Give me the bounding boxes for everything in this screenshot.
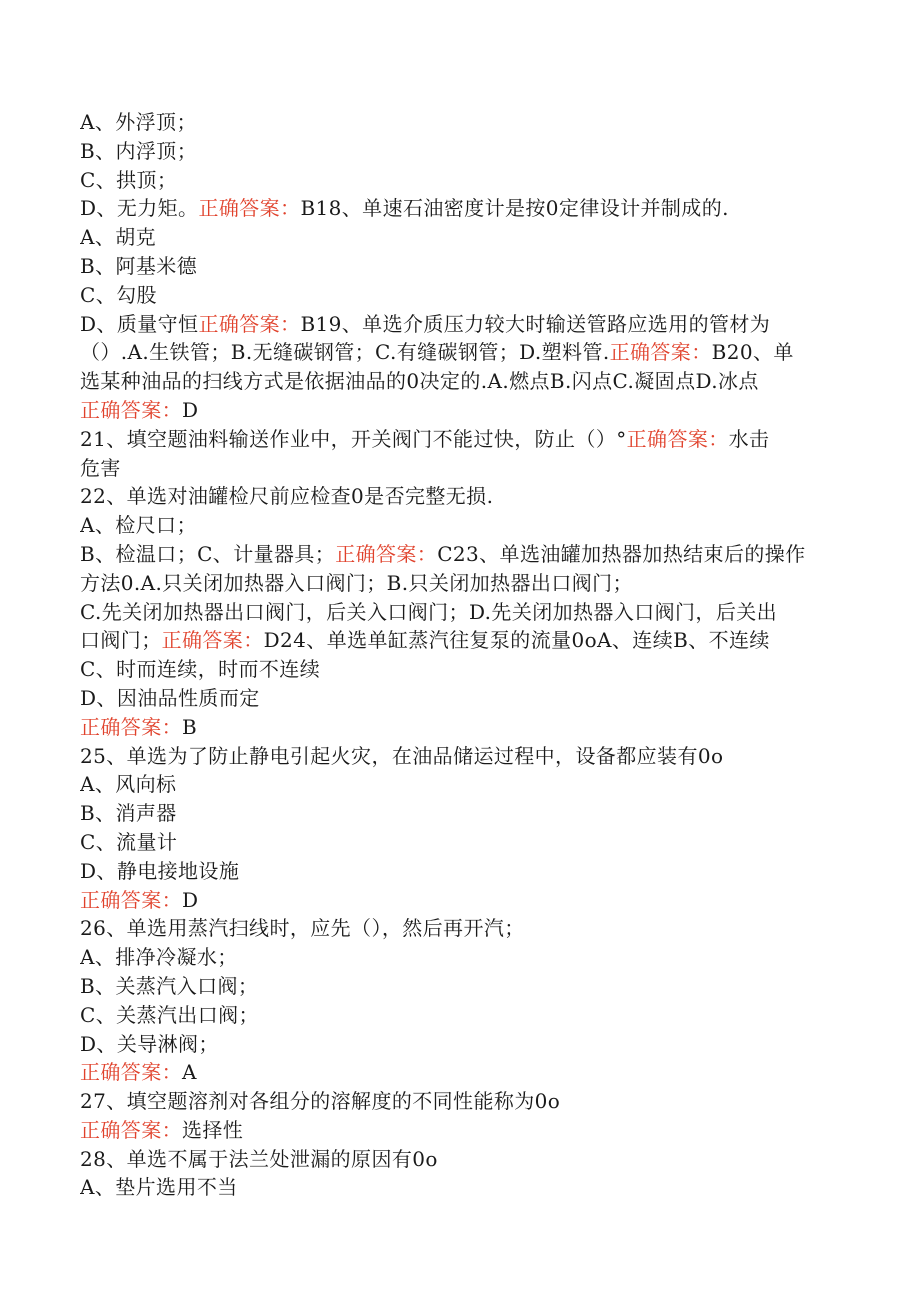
text-segment: D xyxy=(182,887,199,912)
text-segment: D、因油品性质而定 xyxy=(80,685,260,710)
answer-label: 正确答案： xyxy=(80,1060,182,1085)
text-line xyxy=(80,108,832,137)
text-segment: 21、填空题油料输送作业中，开关阀门不能过快，防止（）° xyxy=(80,426,627,451)
text-line xyxy=(80,598,832,627)
text-line xyxy=(80,684,832,713)
text-line xyxy=(80,338,832,367)
text-line xyxy=(80,655,832,684)
text-line xyxy=(80,1087,832,1116)
text-segment: C23、单选油罐加热器加热结束后的操作 xyxy=(437,541,806,566)
text-line xyxy=(80,828,832,857)
text-segment: C、勾股 xyxy=(80,282,157,307)
answer-label: 正确答案： xyxy=(80,714,182,739)
text-line xyxy=(80,367,832,396)
text-segment: 26、单选用蒸汽扫线时，应先（），然后再开汽； xyxy=(80,916,525,941)
text-segment: B19、单选介质压力较大时输送管路应选用的管材为 xyxy=(300,311,771,336)
text-line xyxy=(80,396,832,425)
text-segment: B、阿基米德 xyxy=(80,253,198,278)
text-line xyxy=(80,713,832,742)
text-segment: B、检温口；C、计量器具； xyxy=(80,541,336,566)
text-line xyxy=(80,454,832,483)
text-line xyxy=(80,1116,832,1145)
text-segment: B、关蒸汽入口阀； xyxy=(80,973,259,998)
document-page xyxy=(80,108,832,1202)
text-line xyxy=(80,1145,832,1174)
text-segment: D、无力矩。 xyxy=(80,196,199,221)
text-line xyxy=(80,886,832,915)
text-segment: C、时而连续，时而不连续 xyxy=(80,657,321,682)
text-segment: B20、单 xyxy=(711,340,794,365)
text-segment: A、外浮顶； xyxy=(80,110,197,134)
text-line xyxy=(80,223,832,252)
text-line xyxy=(80,626,832,655)
text-line xyxy=(80,482,832,511)
text-line xyxy=(80,972,832,1001)
text-line xyxy=(80,1173,832,1202)
text-line xyxy=(80,742,832,771)
text-line xyxy=(80,194,832,223)
text-line xyxy=(80,1030,832,1059)
text-line xyxy=(80,425,832,454)
text-segment: B、消声器 xyxy=(80,801,177,826)
text-segment: A xyxy=(182,1060,197,1085)
text-segment: 28、单选不属于法兰处泄漏的原因有0o xyxy=(80,1146,438,1171)
text-line xyxy=(80,857,832,886)
answer-label: 正确答案： xyxy=(80,397,182,422)
text-segment: （）.A.生铁管；B.无缝碳钢管；C.有缝碳钢管；D.塑料管. xyxy=(80,340,610,365)
text-segment: A、排净冷凝水； xyxy=(80,945,238,970)
text-segment: B18、单速石油密度计是按0定律设计并制成的. xyxy=(300,196,729,221)
answer-label: 正确答案： xyxy=(335,541,438,566)
text-segment: D、关导淋阀； xyxy=(80,1031,219,1056)
text-segment: B xyxy=(182,714,198,739)
text-line xyxy=(80,799,832,828)
text-line xyxy=(80,252,832,281)
text-segment: C、关蒸汽出口阀； xyxy=(80,1002,259,1027)
text-line xyxy=(80,310,832,339)
text-segment: A、胡克 xyxy=(80,225,157,250)
text-line xyxy=(80,569,832,598)
text-segment: D、质量守恒 xyxy=(80,311,199,336)
text-segment: C、拱顶； xyxy=(80,167,178,192)
text-segment: 口阀门； xyxy=(80,628,162,653)
text-segment: B、内浮顶； xyxy=(80,138,198,163)
text-line xyxy=(80,281,832,310)
text-segment: A、垫片选用不当 xyxy=(80,1175,238,1200)
text-segment: 27、填空题溶剂对各组分的溶解度的不同性能称为0o xyxy=(80,1089,561,1114)
text-segment: 水击 xyxy=(728,426,770,451)
text-segment: C、流量计 xyxy=(80,829,178,854)
answer-label: 正确答案： xyxy=(609,340,712,365)
answer-label: 正确答案： xyxy=(161,628,264,653)
text-segment: A、风向标 xyxy=(80,772,177,797)
text-segment: 选某种油品的扫线方式是依据油品的0决定的.A.燃点B.闪点C.凝固点D.冰点 xyxy=(80,369,759,394)
answer-label: 正确答案： xyxy=(626,426,729,451)
text-segment: D24、单选单缸蒸汽往复泵的流量0oA、连续B、不连续 xyxy=(263,628,770,653)
answer-label: 正确答案： xyxy=(80,887,182,912)
text-line xyxy=(80,166,832,195)
answer-label: 正确答案： xyxy=(198,196,301,221)
text-segment: 22、单选对油罐检尺前应检查0是否完整无损. xyxy=(80,484,494,509)
text-line xyxy=(80,943,832,972)
answer-label: 正确答案： xyxy=(198,311,301,336)
text-line xyxy=(80,511,832,540)
text-segment: 危害 xyxy=(80,455,121,480)
text-line xyxy=(80,914,832,943)
text-segment: 25、单选为了防止静电引起火灾，在油品储运过程中，设备都应装有0o xyxy=(80,743,724,768)
answer-label: 正确答案： xyxy=(80,1117,182,1142)
text-segment: D xyxy=(182,397,199,422)
text-segment: C.先关闭加热器出口阀门，后关入口阀门；D.先关闭加热器入口阀门，后关出 xyxy=(80,599,778,624)
text-segment: D、静电接地设施 xyxy=(80,858,240,883)
text-line xyxy=(80,1001,832,1030)
text-line xyxy=(80,1058,832,1087)
text-line xyxy=(80,540,832,569)
text-line xyxy=(80,137,832,166)
text-segment: 选择性 xyxy=(182,1117,244,1142)
text-segment: 方法0.A.只关闭加热器入口阀门；B.只关闭加热器出口阀门； xyxy=(80,570,633,595)
text-segment: A、检尺口； xyxy=(80,513,197,538)
text-line xyxy=(80,770,832,799)
